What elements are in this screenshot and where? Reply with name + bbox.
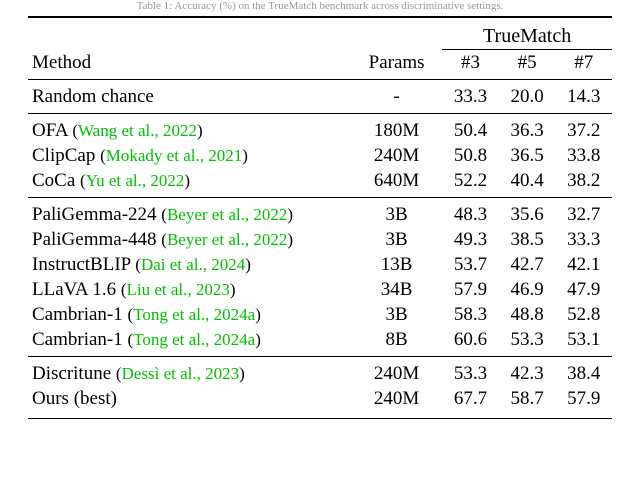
header-params-cell — [351, 25, 442, 50]
citation-authors: Beyer et al. — [166, 229, 245, 249]
citation: (Tong et al., 2024a) — [127, 329, 261, 349]
row-method — [28, 202, 351, 227]
row-value-3: 49.3 — [453, 228, 488, 250]
method-label: PaliGemma-448 — [32, 228, 157, 250]
table-row — [28, 168, 612, 193]
row-value-5: 20.0 — [510, 85, 544, 107]
citation-authors: Mokady et al. — [105, 145, 200, 165]
method-label: CoCa — [32, 169, 76, 191]
method-label: LLaVA 1.6 — [32, 278, 117, 300]
citation-authors: Dai et al. — [140, 254, 203, 274]
row-value-5: 35.6 — [510, 203, 544, 225]
citation-year: 2022 — [253, 229, 288, 249]
row-value-7: 38.2 — [567, 169, 601, 191]
citation-year: 2023 — [195, 279, 230, 299]
row-value-7: 14.3 — [567, 85, 601, 107]
row-value-7: 38.4 — [567, 362, 601, 384]
method-label: ClipCap — [32, 144, 96, 166]
spacer — [28, 18, 612, 25]
row-value-5: 58.7 — [510, 387, 544, 409]
row-value-7: 53.1 — [567, 328, 601, 350]
table-row — [28, 227, 612, 252]
header-method: Method — [32, 51, 92, 73]
row-method — [28, 327, 351, 352]
citation-year: 2024a — [213, 329, 256, 349]
citation-year: 2023 — [205, 363, 240, 383]
citation: (Beyer et al., 2022) — [161, 204, 294, 224]
row-value-7: 32.7 — [567, 203, 601, 225]
header-truematch-cell — [442, 25, 612, 50]
row-value-7: 33.3 — [567, 228, 601, 250]
row-value-5: 40.4 — [510, 169, 544, 191]
row-method — [28, 361, 351, 386]
row-value-7: 47.9 — [567, 278, 601, 300]
row-value-3: 53.7 — [453, 253, 488, 275]
row-value-5: 36.3 — [510, 119, 544, 141]
row-method — [28, 252, 351, 277]
row-params: 3B — [385, 228, 408, 250]
citation: (Wang et al., 2022) — [72, 120, 203, 140]
row-params: 3B — [385, 303, 408, 325]
method-label: OFA — [32, 119, 68, 141]
citation-year: 2021 — [208, 145, 243, 165]
row-value-3: 60.6 — [453, 328, 488, 350]
row-value-3: 52.2 — [453, 169, 488, 191]
row-value-7: 57.9 — [567, 387, 601, 409]
citation: (Beyer et al., 2022) — [161, 229, 294, 249]
row-params: 640M — [373, 169, 420, 191]
citation-authors: Liu et al. — [126, 279, 188, 299]
row-value-3: 33.3 — [453, 85, 488, 107]
row-method — [28, 168, 351, 193]
row-value-5: 53.3 — [510, 328, 544, 350]
row-params: 34B — [380, 278, 413, 300]
row-params: 180M — [373, 119, 420, 141]
table-header-group — [28, 25, 612, 50]
row-method — [28, 386, 351, 411]
citation-authors: Dessì et al. — [121, 363, 197, 383]
row-method — [28, 277, 351, 302]
citation-year: 2022 — [253, 204, 288, 224]
citation: (Yu et al., 2022) — [80, 170, 191, 190]
table-row — [28, 386, 612, 411]
citation-year: 2022 — [163, 120, 198, 140]
row-method — [28, 302, 351, 327]
row-value-7: 37.2 — [567, 119, 601, 141]
row-value-7: 42.1 — [567, 253, 601, 275]
row-value-5: 42.7 — [510, 253, 544, 275]
row-method — [28, 84, 351, 109]
table-row — [28, 361, 612, 386]
row-value-3: 58.3 — [453, 303, 488, 325]
row-params: 240M — [373, 387, 420, 409]
row-value-3: 50.4 — [453, 119, 488, 141]
table-row — [28, 252, 612, 277]
table-row — [28, 118, 612, 143]
row-value-7: 33.8 — [567, 144, 601, 166]
header-truematch-label: TrueMatch — [483, 24, 572, 47]
results-table-body — [28, 16, 612, 419]
table-row — [28, 202, 612, 227]
row-params: 240M — [373, 362, 420, 384]
method-label: Discritune — [32, 362, 112, 384]
rule-bottom — [28, 418, 612, 420]
row-value-5: 38.5 — [510, 228, 544, 250]
row-value-3: 67.7 — [453, 387, 488, 409]
row-value-5: 42.3 — [510, 362, 544, 384]
row-params: 8B — [385, 328, 408, 350]
header-method-cell — [28, 25, 351, 50]
row-params: 240M — [373, 144, 420, 166]
citation-authors: Tong et al. — [133, 329, 206, 349]
header-sub-7: #7 — [574, 51, 594, 73]
method-label: PaliGemma-224 — [32, 203, 157, 225]
citation: (Dessì et al., 2023) — [115, 363, 245, 383]
row-method — [28, 143, 351, 168]
table-row — [28, 327, 612, 352]
citation-authors: Tong et al. — [133, 304, 206, 324]
citation: (Dai et al., 2024) — [135, 254, 251, 274]
header-sub-3: #3 — [461, 51, 481, 73]
citation-authors: Wang et al. — [77, 120, 155, 140]
citation-authors: Yu et al. — [85, 170, 142, 190]
results-table — [28, 16, 612, 419]
method-label: Cambrian-1 — [32, 328, 123, 350]
row-value-3: 48.3 — [453, 203, 488, 225]
row-value-5: 46.9 — [510, 278, 544, 300]
citation: (Tong et al., 2024a) — [127, 304, 261, 324]
citation-year: 2024 — [211, 254, 246, 274]
table-header-row — [28, 50, 612, 75]
row-value-3: 50.8 — [453, 144, 488, 166]
rule-bottom-line — [28, 418, 612, 420]
figure-caption: Table 1: Accuracy (%) on the TrueMatch benchmark across discriminative settings. — [136, 0, 504, 12]
method-label: Cambrian-1 — [32, 303, 123, 325]
row-value-5: 48.8 — [510, 303, 544, 325]
spacer — [28, 411, 612, 418]
row-value-7: 52.8 — [567, 303, 601, 325]
row-value-3: 53.3 — [453, 362, 488, 384]
method-label: Random chance — [32, 85, 154, 107]
row-value-3: 57.9 — [453, 278, 488, 300]
row-method — [28, 118, 351, 143]
table-row — [28, 143, 612, 168]
header-params: Params — [368, 51, 425, 73]
method-label: Ours (best) — [32, 387, 117, 409]
row-method — [28, 227, 351, 252]
table-row — [28, 302, 612, 327]
citation: (Liu et al., 2023) — [120, 279, 236, 299]
table-row — [28, 277, 612, 302]
citation: (Mokady et al., 2021) — [100, 145, 248, 165]
row-value-5: 36.5 — [510, 144, 544, 166]
citation-authors: Beyer et al. — [166, 204, 245, 224]
citation-year: 2022 — [150, 170, 185, 190]
row-params: 3B — [385, 203, 408, 225]
citation-year: 2024a — [213, 304, 256, 324]
header-sub-5: #5 — [517, 51, 537, 73]
table-row — [28, 84, 612, 109]
row-params: - — [393, 85, 400, 107]
row-params: 13B — [380, 253, 413, 275]
method-label: InstructBLIP — [32, 253, 131, 275]
